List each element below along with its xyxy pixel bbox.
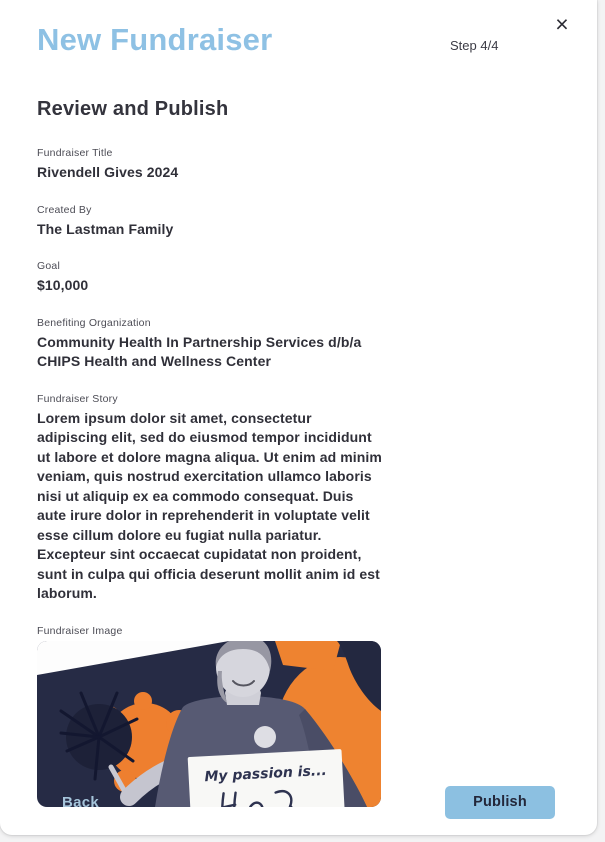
field-label: Goal <box>37 260 60 272</box>
modal-footer <box>0 769 597 835</box>
field-fundraiser-title <box>37 147 383 183</box>
field-value: The Lastman Family <box>37 220 174 237</box>
close-icon[interactable]: × <box>548 10 576 38</box>
back-button[interactable]: Back <box>62 793 100 811</box>
modal-content <box>0 58 420 807</box>
publish-button[interactable]: Publish <box>445 786 555 819</box>
modal-title: New Fundraiser <box>37 22 273 57</box>
field-value: Rivendell Gives 2024 <box>37 164 179 180</box>
field-value: $10,000 <box>37 277 89 293</box>
step-indicator: Step 4/4 <box>450 38 499 53</box>
field-fundraiser-story <box>37 393 383 604</box>
section-title: Review and Publish <box>37 98 229 120</box>
field-label: Benefiting Organization <box>37 316 151 329</box>
field-benefiting-organization <box>37 317 383 372</box>
modal-header <box>0 0 597 58</box>
field-label: Fundraiser Story <box>37 392 118 405</box>
field-value: Community Health In Partnership Services d/b/a CHIPS Health and Wellness Center <box>37 333 362 369</box>
field-created-by <box>37 204 383 240</box>
field-value: Lorem ipsum dolor sit amet, consectetur adipiscing elit, sed do eiusmod tempor incididunt ut labore et dolore magna aliqua. Ut enim ad minim veniam, quis nostrud exercitation ullamco laboris nisi ut aliquip ex ea commodo consequat. Duis aute irure dolor in reprehenderit in voluptate velit esse cillum dolore eu fugiat nulla pariatur. Excepteur sint occaecat cupidatat non proident, sunt in culpa qui officia deserunt mollit anim id est laborum. <box>37 409 382 601</box>
field-label: Fundraiser Image <box>37 624 123 637</box>
field-goal <box>37 260 383 296</box>
field-label: Fundraiser Title <box>37 147 113 159</box>
field-label: Created By <box>37 203 92 216</box>
sign-text: My passion is... <box>204 762 328 785</box>
